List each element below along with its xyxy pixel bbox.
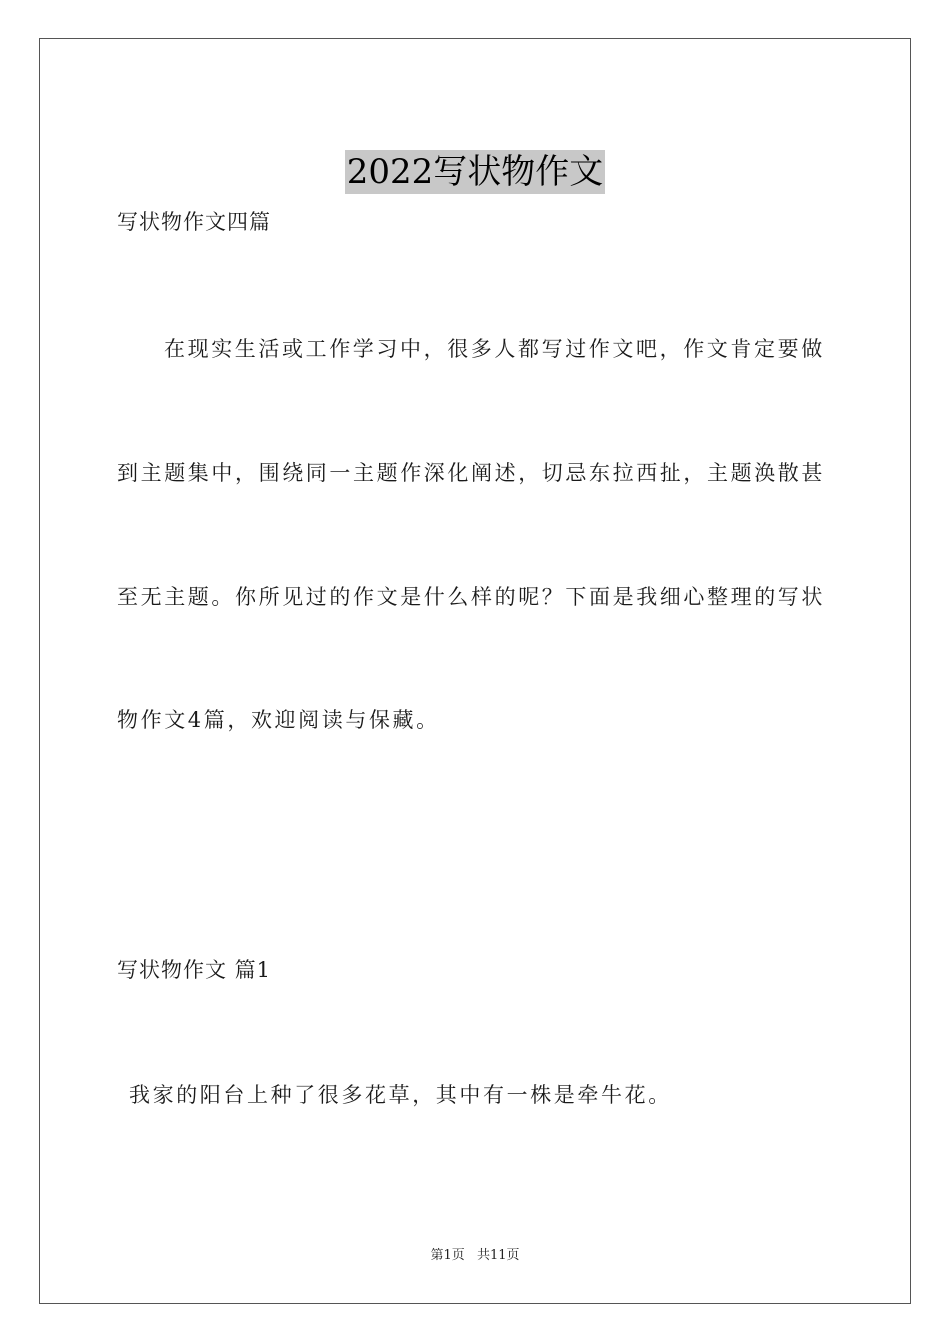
page-footer [0, 1247, 950, 1265]
document-title: 2022写状物作文 [346, 151, 604, 192]
page-total: 共11页 [476, 1248, 520, 1263]
title-container [0, 127, 950, 217]
intro-line-2: 到主题集中，围绕同一主题作深化阐述，切忌东拉西扯，主题涣散甚 [117, 461, 825, 485]
page-number: 第1页 [430, 1248, 465, 1263]
section-first-line: 我家的阳台上种了很多花草，其中有一株是牵牛花。 [129, 1083, 672, 1107]
section-heading: 写状物作文 篇1 [117, 958, 272, 982]
document-subtitle: 写状物作文四篇 [117, 210, 271, 234]
intro-line-1: 在现实生活或工作学习中，很多人都写过作文吧，作文肯定要做 [164, 337, 825, 361]
intro-line-3: 至无主题。你所见过的作文是什么样的呢？下面是我细心整理的写状 [117, 585, 825, 609]
intro-line-4: 物作文4篇，欢迎阅读与保藏。 [117, 708, 440, 732]
